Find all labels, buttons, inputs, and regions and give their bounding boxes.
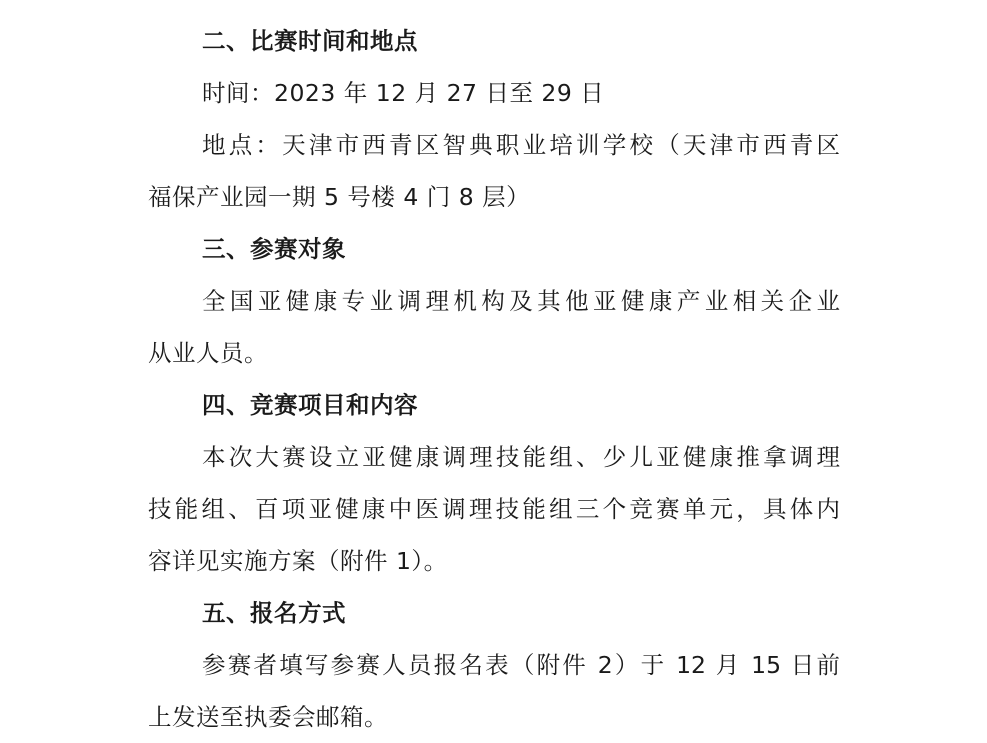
events-line-2: 技能组、百项亚健康中医调理技能组三个竞赛单元，具体内 (148, 495, 840, 523)
time-line: 时间：2023 年 12 月 27 日至 29 日 (202, 79, 605, 107)
place-line-2: 福保产业园一期 5 号楼 4 门 8 层） (148, 183, 531, 211)
participants-line-1: 全国亚健康专业调理机构及其他亚健康产业相关企业 (202, 287, 840, 315)
section-heading-time-place: 二、比赛时间和地点 (202, 27, 418, 55)
events-line-3: 容详见实施方案（附件 1）。 (148, 547, 448, 575)
registration-line-2: 上发送至执委会邮箱。 (148, 703, 388, 731)
participants-line-2: 从业人员。 (148, 339, 268, 367)
registration-line-1: 参赛者填写参赛人员报名表（附件 2）于 12 月 15 日前 (202, 651, 840, 679)
place-line-1: 地点：天津市西青区智典职业培训学校（天津市西青区 (202, 131, 840, 159)
section-heading-registration: 五、报名方式 (202, 599, 346, 627)
section-heading-participants: 三、参赛对象 (202, 235, 346, 263)
section-heading-events: 四、竞赛项目和内容 (202, 391, 418, 419)
events-line-1: 本次大赛设立亚健康调理技能组、少儿亚健康推拿调理 (202, 443, 840, 471)
